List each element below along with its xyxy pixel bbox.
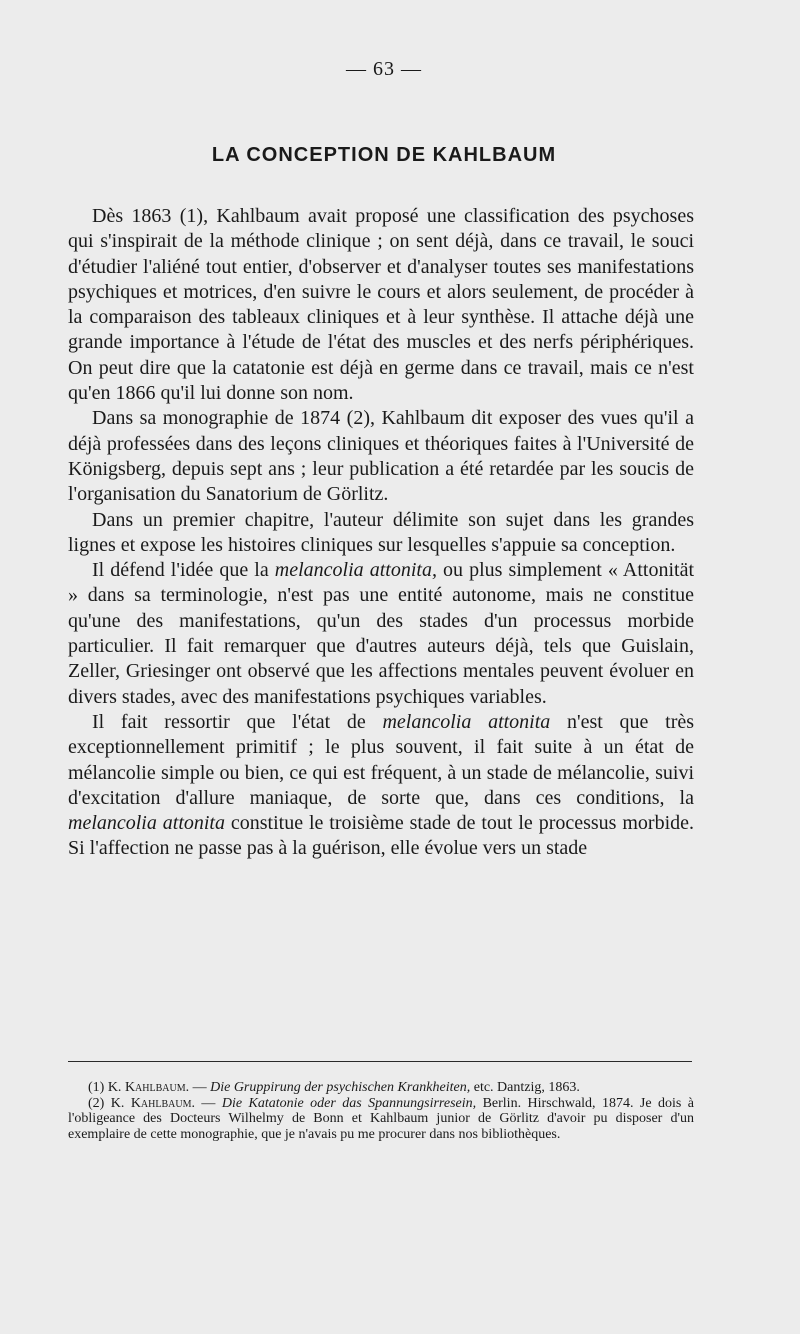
italic-term: melancolia attonita — [68, 812, 225, 835]
footnote-1 — [68, 1080, 694, 1096]
footnote-text: Berlin. Hirschwald, 1874. Je dois à l'obligeance des Docteurs Wilhelmy de Bonn et Kahlbaum junior de Görlitz d'avoir pu disposer d'un exemplaire de cette monographie, que je n'avais pu me procurer dans nos bibliothèques. — [68, 1095, 695, 1142]
paragraph — [68, 406, 694, 507]
paragraph-text: Il fait ressortir que l'état de — [92, 710, 383, 733]
paragraph-text: Dans sa monographie de 1874 (2), Kahlbaum dit exposer des vues qu'il a déjà professées dans des leçons cliniques et théoriques faites à l'Université de Königsberg, depuis sept ans ; leur publication a été retardée par les soucis de l'organisation du Sanatorium de Görlitz. — [68, 407, 694, 506]
italic-term: melancolia attonita, — [274, 559, 437, 582]
footnote-title: Die Katatonie oder das Spannungsirresein, — [221, 1095, 477, 1111]
paragraph — [68, 558, 694, 710]
footnote-author: Kahlbaum. — [124, 1080, 190, 1095]
paragraph-text: constitue le troisième stade de tout le processus morbide. Si l'affection ne passe pas à la guérison, elle évolue vers un stade — [68, 812, 694, 860]
italic-term: melancolia attonita — [382, 710, 551, 733]
paragraph-text: ou plus simplement « Attonität » dans sa terminologie, n'est pas une entité autonome, mais ne constitue qu'une des manifestations, qu'un des stades d'un processus morbide particulier. Il fait remarquer que d'autres auteurs déjà, tels que Guislain, Zeller, Griesinger ont observé que les affections mentales peuvent évoluer en divers stades, avec des manifestations psychiques variables. — [68, 559, 694, 708]
paragraph-text: Dès 1863 (1), Kahlbaum avait proposé une classification des psychoses qui s'inspirait de la méthode clinique ; on sent déjà, dans ce travail, le souci d'étudier l'aliéné tout entier, d'observer et d'analyser toutes ses manifestations psychiques et motrices, d'en suivre le cours et alors seulement, de procéder à la comparaison des tableaux cliniques et à leur synthèse. Il attache déjà une grande importance à l'étude de l'état des muscles et des nerfs périphériques. On peut dire que la catatonie est déjà en germe dans ce travail, mais ce n'est qu'en 1866 qu'il lui donne son nom. — [68, 205, 694, 405]
body-text — [68, 204, 694, 862]
chapter-title: LA CONCEPTION DE KAHLBAUM — [211, 144, 557, 166]
footnote-text: etc. Dantzig, 1863. — [470, 1080, 580, 1095]
footnote-marker: (2) K. — [88, 1095, 131, 1111]
footnote-2 — [68, 1096, 694, 1143]
paragraph — [68, 508, 694, 559]
footnote-dash: — — [189, 1080, 211, 1095]
footnote-dash: — — [194, 1095, 222, 1111]
footnote-marker: (1) K. — [88, 1080, 125, 1095]
footnote-divider — [68, 1061, 692, 1062]
paragraph — [68, 204, 694, 406]
footnote-title: Die Gruppirung der psychischen Krankheiten, — [210, 1080, 471, 1095]
footnote-author: Kahlbaum. — [130, 1095, 195, 1111]
footnotes — [68, 1080, 694, 1142]
page-number: — 63 — — [346, 58, 422, 80]
paragraph-text: Il défend l'idée que la — [92, 559, 275, 582]
paragraph-text: n'est que très exceptionnellement primitif ; le plus souvent, il fait suite à un état de mélancolie simple ou bien, ce qui est fréquent, à un stade de mélancolie, suivi d'excitation d'allure maniaque, de sorte que, dans ces conditions, la — [68, 710, 695, 809]
paragraph — [68, 710, 694, 862]
paragraph-text: Dans un premier chapitre, l'auteur délimite son sujet dans les grandes lignes et expose les histoires cliniques sur lesquelles s'appuie sa conception. — [68, 508, 694, 556]
